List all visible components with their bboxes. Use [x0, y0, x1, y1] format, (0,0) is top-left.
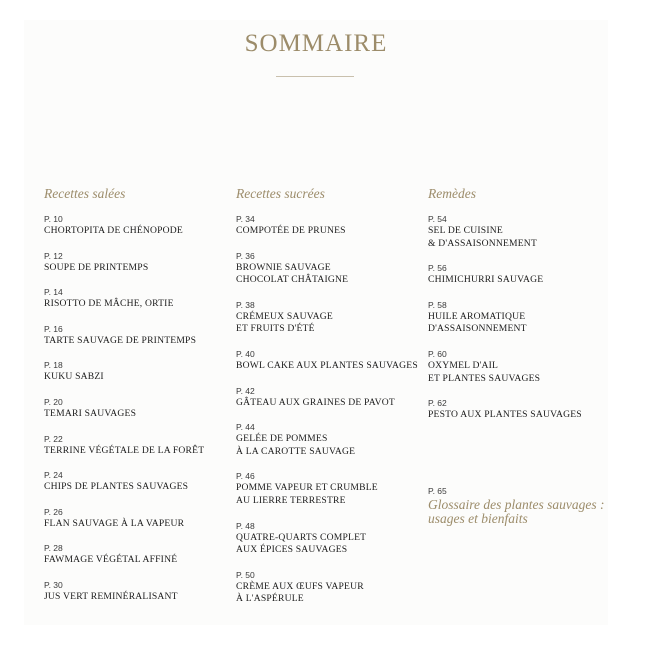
- glossary-entry[interactable]: [428, 486, 604, 525]
- entry-title-line: & D'ASSAISONNEMENT: [428, 237, 538, 249]
- entry-title-line: POMME VAPEUR ET CRUMBLE: [236, 482, 378, 494]
- page-number: P. 48: [236, 520, 255, 531]
- page-number: P. 60: [428, 348, 447, 359]
- toc-entry[interactable]: [44, 507, 204, 531]
- toc-entry[interactable]: [236, 471, 418, 507]
- entry-title-line: CRÈME AUX ŒUFS VAPEUR: [236, 580, 364, 592]
- entry-title-line: ET FRUITS D'ÉTÉ: [236, 323, 315, 335]
- column-heading: Remèdes: [428, 186, 476, 201]
- glossary-title-line: usages et bienfaits: [428, 510, 528, 526]
- entry-title-line: JUS VERT REMINÉRALISANT: [44, 590, 178, 602]
- entry-title-line: CRÉMEUX SAUVAGE: [236, 310, 333, 322]
- toc-entry[interactable]: [428, 349, 582, 385]
- toc-entry[interactable]: [44, 360, 204, 384]
- entry-title-line: HUILE AROMATIQUE: [428, 310, 526, 322]
- page-number: P. 58: [428, 299, 447, 310]
- toc-entry[interactable]: [44, 580, 204, 604]
- page-number: P. 12: [44, 250, 63, 261]
- entry-title-line: SEL DE CUISINE: [428, 225, 503, 236]
- toc-entry[interactable]: [44, 397, 204, 421]
- page-number: P. 10: [44, 214, 63, 224]
- entry-title-line: FAWMAGE VÉGÉTAL AFFINÉ: [44, 554, 178, 566]
- toc-entry[interactable]: [44, 214, 204, 238]
- toc-entry[interactable]: [236, 386, 418, 410]
- entry-title-line: FLAN SAUVAGE À LA VAPEUR: [44, 517, 185, 529]
- entry-title-line: AU LIERRE TERRESTRE: [236, 494, 346, 506]
- entry-title-line: TERRINE VÉGÉTALE DE LA FORÊT: [44, 444, 205, 456]
- page-number: P. 16: [44, 323, 63, 334]
- title-divider: [276, 76, 354, 77]
- page-number: P. 14: [44, 287, 63, 298]
- entry-title-line: RISOTTO DE MÂCHE, ORTIE: [44, 298, 174, 310]
- toc-entry[interactable]: [428, 263, 582, 287]
- page-number: P. 44: [236, 422, 255, 433]
- toc-entry[interactable]: [44, 470, 204, 494]
- toc-entry[interactable]: [236, 521, 418, 557]
- toc-entry[interactable]: [428, 398, 582, 422]
- entry-title-line: SOUPE DE PRINTEMPS: [44, 261, 149, 273]
- page-number: P. 24: [44, 470, 63, 481]
- page-number: P. 42: [236, 385, 255, 396]
- page-number: P. 28: [44, 543, 63, 554]
- page-number: P. 18: [44, 360, 63, 371]
- page-number: P. 22: [44, 433, 63, 444]
- column-recettes-salees: [44, 186, 204, 617]
- entry-title-line: À L'ASPÉRULE: [236, 593, 304, 605]
- toc-entry[interactable]: [44, 324, 204, 348]
- entry-title-line: CHORTOPITA DE CHÉNOPODE: [44, 225, 183, 236]
- page-number: P. 38: [236, 299, 255, 310]
- toc-entry[interactable]: [44, 543, 204, 567]
- page-title: SOMMAIRE: [244, 30, 388, 57]
- entry-title-line: D'ASSAISONNEMENT: [428, 323, 527, 335]
- entry-title-line: GELÉE DE POMMES: [236, 433, 328, 445]
- page-number: P. 40: [236, 348, 255, 359]
- entry-title-line: CHIMICHURRI SAUVAGE: [428, 274, 544, 286]
- entry-title-line: AUX ÉPICES SAUVAGES: [236, 544, 348, 556]
- entry-title-line: GÂTEAU AUX GRAINES DE PAVOT: [236, 396, 395, 408]
- entry-title-line: BROWNIE SAUVAGE: [236, 261, 331, 273]
- page-number: P. 30: [44, 579, 63, 590]
- entry-title-line: KUKU SABZI: [44, 371, 104, 383]
- entry-title-line: TEMARI SAUVAGES: [44, 407, 137, 419]
- entry-title-line: CHOCOLAT CHÂTAIGNE: [236, 274, 349, 286]
- toc-entry[interactable]: [236, 349, 418, 373]
- entry-title-line: QUATRE-QUARTS COMPLET: [236, 531, 367, 543]
- column-remedes: [428, 186, 582, 435]
- entry-title-line: TARTE SAUVAGE DE PRINTEMPS: [44, 334, 197, 346]
- toc-entry[interactable]: [428, 214, 582, 250]
- toc-entry[interactable]: [236, 214, 418, 238]
- page-number: P. 36: [236, 250, 255, 261]
- toc-entry[interactable]: [236, 570, 418, 606]
- entry-title-line: ET PLANTES SAUVAGES: [428, 372, 541, 384]
- column-heading: Recettes salées: [44, 186, 126, 201]
- entry-title-line: OXYMEL D'AIL: [428, 359, 499, 371]
- column-recettes-sucrees: [236, 186, 418, 619]
- page-number: P. 62: [428, 398, 447, 409]
- entry-title-line: À LA CAROTTE SAUVAGE: [236, 445, 356, 457]
- page-number: P. 54: [428, 214, 447, 224]
- page-number: P. 46: [236, 471, 255, 482]
- entry-title-line: PESTO AUX PLANTES SAUVAGES: [428, 409, 582, 421]
- page-number: P. 56: [428, 263, 447, 274]
- toc-entry[interactable]: [44, 434, 204, 458]
- glossary-title-line: Glossaire des plantes sauvages :: [428, 497, 605, 512]
- page-number: P. 34: [236, 214, 255, 224]
- toc-entry[interactable]: [236, 422, 418, 458]
- entry-title-line: COMPOTÉE DE PRUNES: [236, 225, 346, 236]
- page-number: P. 20: [44, 396, 63, 407]
- toc-entry[interactable]: [428, 300, 582, 336]
- toc-entry[interactable]: [236, 300, 418, 336]
- entry-title-line: BOWL CAKE AUX PLANTES SAUVAGES: [236, 359, 418, 371]
- toc-entry[interactable]: [44, 251, 204, 275]
- page-number: P. 26: [44, 506, 63, 517]
- page-number: P. 65: [428, 486, 447, 496]
- toc-entry[interactable]: [236, 251, 418, 287]
- contents-page: [24, 20, 608, 625]
- column-heading: Recettes sucrées: [236, 186, 325, 201]
- entry-title-line: CHIPS DE PLANTES SAUVAGES: [44, 481, 189, 493]
- page-number: P. 50: [236, 569, 255, 580]
- toc-entry[interactable]: [44, 287, 204, 311]
